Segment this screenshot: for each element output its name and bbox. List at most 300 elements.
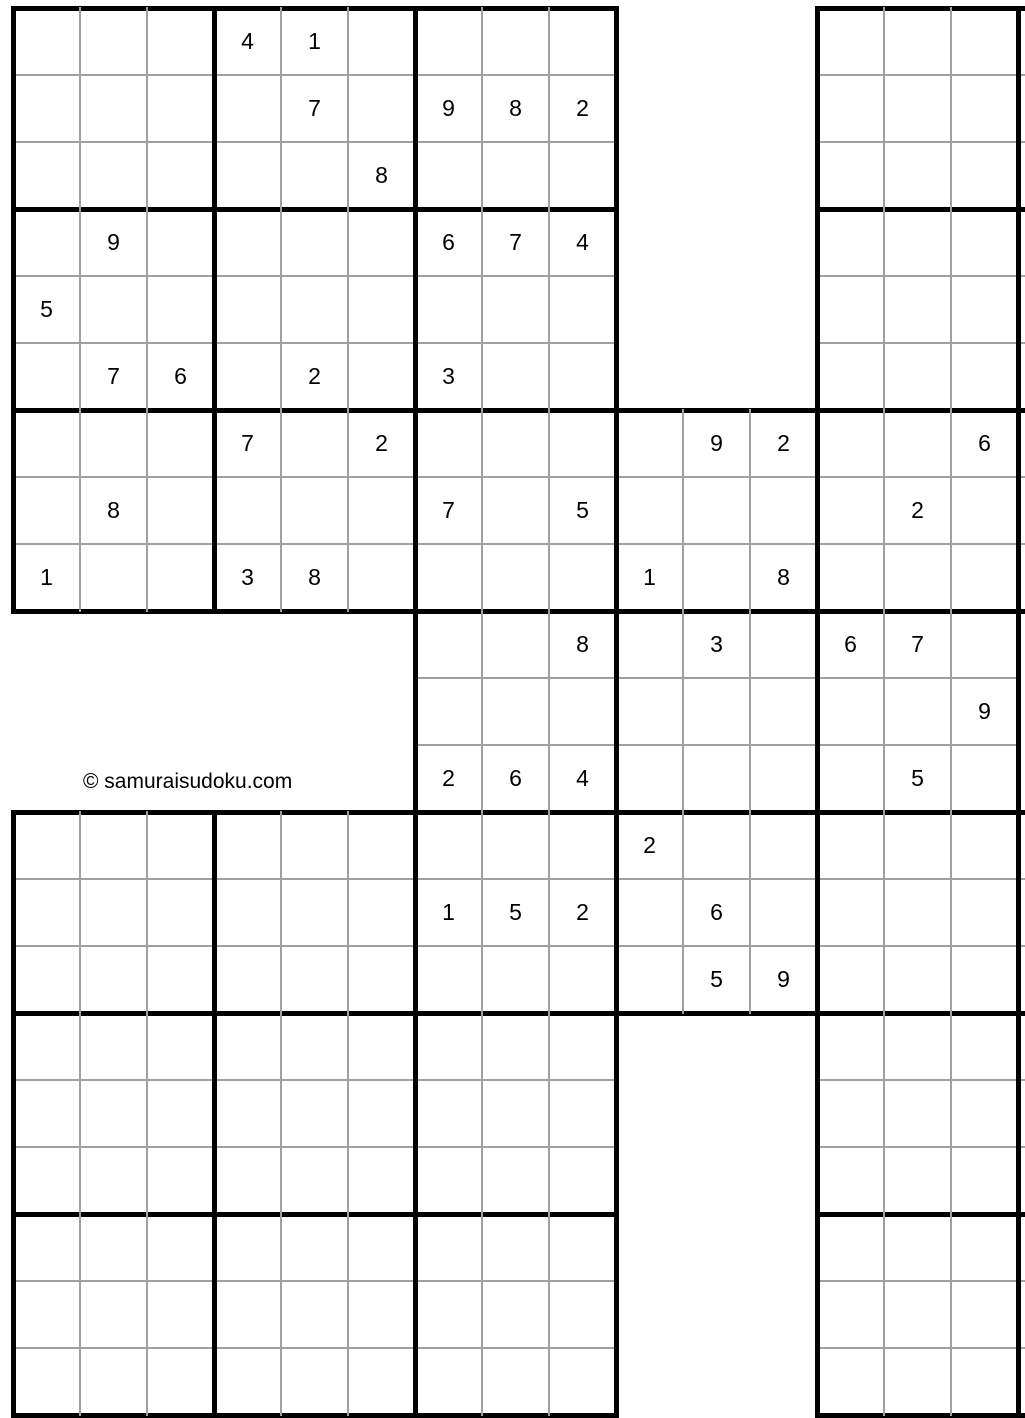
sudoku-cell-r5-c7[interactable] (482, 343, 549, 410)
sudoku-cell-r7-c10[interactable] (683, 477, 750, 544)
sudoku-cell-r20-c6[interactable] (415, 1348, 482, 1415)
sudoku-cell-r7-c11[interactable] (750, 477, 817, 544)
sudoku-cell-r14-c5[interactable] (348, 946, 415, 1013)
sudoku-cell-r8-c14[interactable] (951, 544, 1018, 611)
sudoku-cell-r0-c8[interactable] (549, 8, 616, 75)
sudoku-cell-r1-c4[interactable] (281, 75, 348, 142)
sudoku-cell-r15-c2[interactable] (147, 1013, 214, 1080)
sudoku-cell-r9-c9[interactable] (616, 611, 683, 678)
sudoku-cell-r8-c7[interactable] (482, 544, 549, 611)
sudoku-cell-r20-c8[interactable] (549, 1348, 616, 1415)
sudoku-cell-r16-c5[interactable] (348, 1080, 415, 1147)
sudoku-cell-r9-c11[interactable] (750, 611, 817, 678)
sudoku-cell-r7-c0[interactable] (13, 477, 80, 544)
sudoku-cell-r17-c4[interactable] (281, 1147, 348, 1214)
sudoku-cell-r17-c12[interactable] (817, 1147, 884, 1214)
sudoku-cell-r14-c12[interactable] (817, 946, 884, 1013)
sudoku-cell-r7-c5[interactable] (348, 477, 415, 544)
cell-value: 8 (509, 97, 522, 120)
sudoku-cell-r7-c14[interactable] (951, 477, 1018, 544)
sudoku-cell-r13-c5[interactable] (348, 879, 415, 946)
sudoku-cell-r20-c13[interactable] (884, 1348, 951, 1415)
sudoku-cell-r6-c10[interactable] (683, 410, 750, 477)
sudoku-cell-r9-c10[interactable] (683, 611, 750, 678)
sudoku-cell-r16-c13[interactable] (884, 1080, 951, 1147)
cell-value: 6 (710, 901, 723, 924)
sudoku-cell-r3-c2[interactable] (147, 209, 214, 276)
sudoku-cell-r10-c8[interactable] (549, 678, 616, 745)
sudoku-cell-r18-c6[interactable] (415, 1214, 482, 1281)
sudoku-cell-r1-c12[interactable] (817, 75, 884, 142)
sudoku-cell-r8-c6[interactable] (415, 544, 482, 611)
sudoku-cell-r2-c5[interactable] (348, 142, 415, 209)
sudoku-cell-r19-c14[interactable] (951, 1281, 1018, 1348)
sudoku-cell-r14-c1[interactable] (80, 946, 147, 1013)
sudoku-cell-r3-c0[interactable] (13, 209, 80, 276)
sudoku-cell-r15-c13[interactable] (884, 1013, 951, 1080)
sudoku-cell-r11-c10[interactable] (683, 745, 750, 812)
sudoku-cell-r16-c6[interactable] (415, 1080, 482, 1147)
sudoku-cell-r6-c9[interactable] (616, 410, 683, 477)
sudoku-cell-r15-c6[interactable] (415, 1013, 482, 1080)
sudoku-cell-r13-c1[interactable] (80, 879, 147, 946)
sudoku-cell-r4-c14[interactable] (951, 276, 1018, 343)
sudoku-cell-r12-c0[interactable] (13, 812, 80, 879)
sudoku-cell-r13-c8[interactable] (549, 879, 616, 946)
sudoku-cell-r1-c2[interactable] (147, 75, 214, 142)
sudoku-cell-r8-c12[interactable] (817, 544, 884, 611)
grid-line-thin-vertical (79, 275, 81, 344)
sudoku-cell-r7-c7[interactable] (482, 477, 549, 544)
sudoku-cell-r18-c1[interactable] (80, 1214, 147, 1281)
grid-line-thin-horizontal (347, 945, 416, 947)
sudoku-cell-r15-c0[interactable] (13, 1013, 80, 1080)
sudoku-cell-r20-c7[interactable] (482, 1348, 549, 1415)
grid-line-thin-vertical (682, 945, 684, 1014)
sudoku-cell-r15-c1[interactable] (80, 1013, 147, 1080)
sudoku-cell-r2-c6[interactable] (415, 142, 482, 209)
sudoku-cell-r18-c3[interactable] (214, 1214, 281, 1281)
sudoku-cell-r5-c5[interactable] (348, 343, 415, 410)
sudoku-cell-r14-c7[interactable] (482, 946, 549, 1013)
sudoku-cell-r5-c0[interactable] (13, 343, 80, 410)
sudoku-cell-r2-c12[interactable] (817, 142, 884, 209)
sudoku-cell-r5-c13[interactable] (884, 343, 951, 410)
sudoku-cell-r16-c2[interactable] (147, 1080, 214, 1147)
sudoku-cell-r9-c13[interactable] (884, 611, 951, 678)
grid-line-thin-horizontal (615, 543, 684, 545)
sudoku-cell-r19-c13[interactable] (884, 1281, 951, 1348)
sudoku-cell-r4-c4[interactable] (281, 276, 348, 343)
sudoku-cell-r7-c9[interactable] (616, 477, 683, 544)
grid-line-thin-horizontal (213, 543, 282, 545)
sudoku-cell-r10-c6[interactable] (415, 678, 482, 745)
sudoku-cell-r1-c6[interactable] (415, 75, 482, 142)
grid-line-thin-vertical (481, 342, 483, 411)
sudoku-cell-r10-c9[interactable] (616, 678, 683, 745)
sudoku-cell-r2-c1[interactable] (80, 142, 147, 209)
sudoku-cell-r0-c14[interactable] (951, 8, 1018, 75)
sudoku-cell-r15-c12[interactable] (817, 1013, 884, 1080)
sudoku-cell-r3-c7[interactable] (482, 209, 549, 276)
sudoku-cell-r20-c0[interactable] (13, 1348, 80, 1415)
sudoku-cell-r18-c8[interactable] (549, 1214, 616, 1281)
sudoku-cell-r2-c0[interactable] (13, 142, 80, 209)
sudoku-cell-r12-c4[interactable] (281, 812, 348, 879)
grid-line-thin-horizontal (682, 543, 751, 545)
sudoku-cell-r12-c3[interactable] (214, 812, 281, 879)
sudoku-cell-r5-c6[interactable] (415, 343, 482, 410)
sudoku-cell-r20-c4[interactable] (281, 1348, 348, 1415)
sudoku-cell-r3-c8[interactable] (549, 209, 616, 276)
sudoku-cell-r8-c9[interactable] (616, 544, 683, 611)
sudoku-cell-r6-c6[interactable] (415, 410, 482, 477)
sudoku-cell-r18-c0[interactable] (13, 1214, 80, 1281)
copyright-credit: © samuraisudoku.com (83, 770, 292, 794)
sudoku-cell-r10-c14[interactable] (951, 678, 1018, 745)
sudoku-cell-r20-c14[interactable] (951, 1348, 1018, 1415)
sudoku-cell-r16-c4[interactable] (281, 1080, 348, 1147)
sudoku-cell-r8-c0[interactable] (13, 544, 80, 611)
sudoku-cell-r0-c1[interactable] (80, 8, 147, 75)
sudoku-cell-r13-c2[interactable] (147, 879, 214, 946)
sudoku-cell-r3-c1[interactable] (80, 209, 147, 276)
sudoku-cell-r7-c12[interactable] (817, 477, 884, 544)
grid-line-thick-vertical (815, 542, 820, 614)
sudoku-cell-r13-c11[interactable] (750, 879, 817, 946)
sudoku-cell-r9-c12[interactable] (817, 611, 884, 678)
sudoku-cell-r1-c1[interactable] (80, 75, 147, 142)
sudoku-cell-r1-c0[interactable] (13, 75, 80, 142)
sudoku-cell-r13-c12[interactable] (817, 879, 884, 946)
sudoku-cell-r8-c4[interactable] (281, 544, 348, 611)
sudoku-cell-r12-c5[interactable] (348, 812, 415, 879)
sudoku-cell-r8-c8[interactable] (549, 544, 616, 611)
sudoku-cell-r4-c2[interactable] (147, 276, 214, 343)
cell-value: 9 (442, 97, 455, 120)
grid-line-thick-horizontal (547, 408, 619, 413)
sudoku-cell-r18-c7[interactable] (482, 1214, 549, 1281)
sudoku-cell-r4-c12[interactable] (817, 276, 884, 343)
sudoku-cell-r12-c1[interactable] (80, 812, 147, 879)
sudoku-cell-r5-c12[interactable] (817, 343, 884, 410)
sudoku-cell-r2-c3[interactable] (214, 142, 281, 209)
sudoku-cell-r15-c4[interactable] (281, 1013, 348, 1080)
sudoku-cell-r0-c0[interactable] (13, 8, 80, 75)
sudoku-cell-r17-c6[interactable] (415, 1147, 482, 1214)
sudoku-cell-r8-c2[interactable] (147, 544, 214, 611)
grid-line-thick-horizontal (614, 810, 686, 815)
grid-line-thick-horizontal (882, 6, 954, 11)
sudoku-cell-r17-c1[interactable] (80, 1147, 147, 1214)
sudoku-cell-r6-c11[interactable] (750, 410, 817, 477)
sudoku-cell-r7-c1[interactable] (80, 477, 147, 544)
sudoku-cell-r17-c8[interactable] (549, 1147, 616, 1214)
sudoku-cell-r4-c8[interactable] (549, 276, 616, 343)
sudoku-cell-r18-c5[interactable] (348, 1214, 415, 1281)
sudoku-cell-r10-c10[interactable] (683, 678, 750, 745)
sudoku-cell-r9-c8[interactable] (549, 611, 616, 678)
sudoku-cell-r17-c13[interactable] (884, 1147, 951, 1214)
sudoku-cell-r19-c0[interactable] (13, 1281, 80, 1348)
grid-line-thin-vertical (280, 208, 282, 277)
sudoku-cell-r5-c2[interactable] (147, 343, 214, 410)
sudoku-cell-r11-c6[interactable] (415, 745, 482, 812)
grid-line-thin-vertical (883, 275, 885, 344)
sudoku-cell-r12-c11[interactable] (750, 812, 817, 879)
grid-line-thick-horizontal (949, 1212, 1021, 1217)
sudoku-cell-r12-c7[interactable] (482, 812, 549, 879)
sudoku-cell-r18-c13[interactable] (884, 1214, 951, 1281)
sudoku-cell-r18-c14[interactable] (951, 1214, 1018, 1281)
grid-line-thin-vertical (883, 543, 885, 612)
sudoku-cell-r17-c14[interactable] (951, 1147, 1018, 1214)
sudoku-cell-r5-c3[interactable] (214, 343, 281, 410)
sudoku-cell-r2-c14[interactable] (951, 142, 1018, 209)
sudoku-cell-r17-c3[interactable] (214, 1147, 281, 1214)
sudoku-cell-r5-c1[interactable] (80, 343, 147, 410)
sudoku-cell-r4-c5[interactable] (348, 276, 415, 343)
sudoku-cell-r12-c10[interactable] (683, 812, 750, 879)
sudoku-cell-r1-c8[interactable] (549, 75, 616, 142)
grid-line-thin-vertical (146, 141, 148, 210)
sudoku-cell-r0-c7[interactable] (482, 8, 549, 75)
sudoku-cell-r13-c0[interactable] (13, 879, 80, 946)
sudoku-cell-r7-c6[interactable] (415, 477, 482, 544)
sudoku-cell-r17-c2[interactable] (147, 1147, 214, 1214)
sudoku-cell-r2-c4[interactable] (281, 142, 348, 209)
sudoku-cell-r7-c4[interactable] (281, 477, 348, 544)
sudoku-cell-r20-c12[interactable] (817, 1348, 884, 1415)
sudoku-cell-r4-c7[interactable] (482, 276, 549, 343)
grid-line-thick-horizontal (413, 1011, 485, 1016)
sudoku-cell-r15-c14[interactable] (951, 1013, 1018, 1080)
sudoku-cell-r6-c12[interactable] (817, 410, 884, 477)
sudoku-cell-r14-c14[interactable] (951, 946, 1018, 1013)
sudoku-cell-r14-c3[interactable] (214, 946, 281, 1013)
sudoku-cell-r13-c10[interactable] (683, 879, 750, 946)
sudoku-cell-r12-c2[interactable] (147, 812, 214, 879)
sudoku-cell-r14-c8[interactable] (549, 946, 616, 1013)
grid-line-thin-vertical (481, 1347, 483, 1416)
sudoku-cell-r6-c3[interactable] (214, 410, 281, 477)
sudoku-cell-r19-c7[interactable] (482, 1281, 549, 1348)
sudoku-cell-r19-c1[interactable] (80, 1281, 147, 1348)
sudoku-cell-r18-c4[interactable] (281, 1214, 348, 1281)
sudoku-cell-r11-c9[interactable] (616, 745, 683, 812)
sudoku-cell-r3-c3[interactable] (214, 209, 281, 276)
sudoku-cell-r0-c5[interactable] (348, 8, 415, 75)
sudoku-cell-r6-c13[interactable] (884, 410, 951, 477)
sudoku-cell-r10-c7[interactable] (482, 678, 549, 745)
sudoku-cell-r8-c1[interactable] (80, 544, 147, 611)
sudoku-cell-r9-c6[interactable] (415, 611, 482, 678)
sudoku-cell-r19-c4[interactable] (281, 1281, 348, 1348)
sudoku-cell-r0-c4[interactable] (281, 8, 348, 75)
grid-line-thin-horizontal (883, 945, 952, 947)
sudoku-cell-r14-c0[interactable] (13, 946, 80, 1013)
sudoku-cell-r19-c8[interactable] (549, 1281, 616, 1348)
sudoku-cell-r11-c13[interactable] (884, 745, 951, 812)
sudoku-cell-r5-c14[interactable] (951, 343, 1018, 410)
sudoku-cell-r6-c2[interactable] (147, 410, 214, 477)
grid-line-thin-vertical (548, 208, 550, 277)
cell-value: 4 (576, 231, 589, 254)
sudoku-cell-r19-c6[interactable] (415, 1281, 482, 1348)
sudoku-cell-r20-c1[interactable] (80, 1348, 147, 1415)
sudoku-cell-r18-c2[interactable] (147, 1214, 214, 1281)
sudoku-cell-r15-c3[interactable] (214, 1013, 281, 1080)
sudoku-cell-r2-c13[interactable] (884, 142, 951, 209)
sudoku-cell-r4-c0[interactable] (13, 276, 80, 343)
sudoku-cell-r1-c3[interactable] (214, 75, 281, 142)
sudoku-cell-r5-c4[interactable] (281, 343, 348, 410)
sudoku-cell-r16-c0[interactable] (13, 1080, 80, 1147)
grid-line-thick-vertical (11, 207, 16, 279)
sudoku-cell-r13-c7[interactable] (482, 879, 549, 946)
sudoku-cell-r2-c7[interactable] (482, 142, 549, 209)
grid-line-thin-vertical (682, 744, 684, 813)
sudoku-cell-r1-c7[interactable] (482, 75, 549, 142)
sudoku-cell-r20-c2[interactable] (147, 1348, 214, 1415)
sudoku-cell-r1-c5[interactable] (348, 75, 415, 142)
sudoku-cell-r6-c7[interactable] (482, 410, 549, 477)
grid-line-thin-vertical (950, 409, 952, 478)
sudoku-cell-r4-c6[interactable] (415, 276, 482, 343)
sudoku-cell-r14-c9[interactable] (616, 946, 683, 1013)
sudoku-cell-r5-c8[interactable] (549, 343, 616, 410)
sudoku-cell-r14-c4[interactable] (281, 946, 348, 1013)
sudoku-cell-r7-c3[interactable] (214, 477, 281, 544)
sudoku-cell-r3-c4[interactable] (281, 209, 348, 276)
sudoku-cell-r17-c5[interactable] (348, 1147, 415, 1214)
sudoku-cell-r10-c12[interactable] (817, 678, 884, 745)
sudoku-cell-r3-c14[interactable] (951, 209, 1018, 276)
sudoku-cell-r1-c13[interactable] (884, 75, 951, 142)
sudoku-cell-r3-c5[interactable] (348, 209, 415, 276)
sudoku-cell-r8-c13[interactable] (884, 544, 951, 611)
sudoku-cell-r15-c7[interactable] (482, 1013, 549, 1080)
sudoku-cell-r13-c3[interactable] (214, 879, 281, 946)
sudoku-cell-r8-c5[interactable] (348, 544, 415, 611)
grid-line-thin-horizontal (615, 878, 684, 880)
sudoku-cell-r14-c13[interactable] (884, 946, 951, 1013)
sudoku-cell-r19-c2[interactable] (147, 1281, 214, 1348)
sudoku-cell-r0-c13[interactable] (884, 8, 951, 75)
sudoku-cell-r16-c7[interactable] (482, 1080, 549, 1147)
sudoku-cell-r13-c4[interactable] (281, 879, 348, 946)
sudoku-cell-r9-c14[interactable] (951, 611, 1018, 678)
sudoku-cell-r12-c6[interactable] (415, 812, 482, 879)
sudoku-cell-r13-c9[interactable] (616, 879, 683, 946)
sudoku-cell-r13-c14[interactable] (951, 879, 1018, 946)
sudoku-cell-r3-c6[interactable] (415, 209, 482, 276)
sudoku-cell-r0-c3[interactable] (214, 8, 281, 75)
sudoku-cell-r6-c1[interactable] (80, 410, 147, 477)
sudoku-cell-r4-c13[interactable] (884, 276, 951, 343)
sudoku-cell-r2-c2[interactable] (147, 142, 214, 209)
sudoku-cell-r17-c0[interactable] (13, 1147, 80, 1214)
grid-line-thick-horizontal (145, 609, 217, 614)
sudoku-cell-r6-c8[interactable] (549, 410, 616, 477)
grid-line-thin-vertical (749, 878, 751, 947)
sudoku-cell-r3-c13[interactable] (884, 209, 951, 276)
sudoku-cell-r14-c11[interactable] (750, 946, 817, 1013)
sudoku-cell-r11-c12[interactable] (817, 745, 884, 812)
grid-line-thin-horizontal (12, 1079, 81, 1081)
sudoku-cell-r6-c4[interactable] (281, 410, 348, 477)
sudoku-cell-r11-c14[interactable] (951, 745, 1018, 812)
sudoku-cell-r14-c6[interactable] (415, 946, 482, 1013)
sudoku-cell-r20-c5[interactable] (348, 1348, 415, 1415)
sudoku-cell-r11-c7[interactable] (482, 745, 549, 812)
sudoku-cell-r9-c7[interactable] (482, 611, 549, 678)
sudoku-cell-r10-c11[interactable] (750, 678, 817, 745)
sudoku-cell-r12-c8[interactable] (549, 812, 616, 879)
sudoku-cell-r16-c1[interactable] (80, 1080, 147, 1147)
sudoku-cell-r3-c12[interactable] (817, 209, 884, 276)
sudoku-cell-r15-c8[interactable] (549, 1013, 616, 1080)
sudoku-cell-r6-c0[interactable] (13, 410, 80, 477)
grid-line-thin-horizontal (883, 342, 952, 344)
sudoku-cell-r19-c3[interactable] (214, 1281, 281, 1348)
sudoku-cell-r12-c9[interactable] (616, 812, 683, 879)
sudoku-cell-r13-c13[interactable] (884, 879, 951, 946)
sudoku-cell-r8-c11[interactable] (750, 544, 817, 611)
cell-value: 8 (375, 164, 388, 187)
sudoku-cell-r4-c1[interactable] (80, 276, 147, 343)
sudoku-cell-r14-c2[interactable] (147, 946, 214, 1013)
sudoku-cell-r10-c13[interactable] (884, 678, 951, 745)
sudoku-cell-r7-c13[interactable] (884, 477, 951, 544)
sudoku-cell-r12-c14[interactable] (951, 812, 1018, 879)
grid-line-thick-vertical (1016, 1078, 1021, 1150)
grid-line-thick-horizontal (413, 408, 485, 413)
sudoku-cell-r1-c14[interactable] (951, 75, 1018, 142)
sudoku-cell-r19-c12[interactable] (817, 1281, 884, 1348)
sudoku-cell-r0-c2[interactable] (147, 8, 214, 75)
sudoku-cell-r8-c10[interactable] (683, 544, 750, 611)
sudoku-cell-r4-c3[interactable] (214, 276, 281, 343)
sudoku-cell-r20-c3[interactable] (214, 1348, 281, 1415)
grid-line-thick-horizontal (882, 1413, 954, 1418)
sudoku-cell-r7-c8[interactable] (549, 477, 616, 544)
sudoku-cell-r7-c2[interactable] (147, 477, 214, 544)
sudoku-cell-r12-c12[interactable] (817, 812, 884, 879)
sudoku-cell-r16-c3[interactable] (214, 1080, 281, 1147)
sudoku-cell-r0-c12[interactable] (817, 8, 884, 75)
sudoku-cell-r14-c10[interactable] (683, 946, 750, 1013)
sudoku-cell-r8-c3[interactable] (214, 544, 281, 611)
sudoku-cell-r0-c6[interactable] (415, 8, 482, 75)
sudoku-cell-r11-c11[interactable] (750, 745, 817, 812)
sudoku-cell-r19-c5[interactable] (348, 1281, 415, 1348)
sudoku-cell-r13-c6[interactable] (415, 879, 482, 946)
sudoku-cell-r15-c5[interactable] (348, 1013, 415, 1080)
grid-line-thin-horizontal (12, 945, 81, 947)
sudoku-cell-r11-c8[interactable] (549, 745, 616, 812)
sudoku-cell-r16-c14[interactable] (951, 1080, 1018, 1147)
sudoku-cell-r17-c7[interactable] (482, 1147, 549, 1214)
sudoku-cell-r18-c12[interactable] (817, 1214, 884, 1281)
sudoku-cell-r12-c13[interactable] (884, 812, 951, 879)
sudoku-cell-r16-c12[interactable] (817, 1080, 884, 1147)
sudoku-cell-r2-c8[interactable] (549, 142, 616, 209)
sudoku-cell-r6-c5[interactable] (348, 410, 415, 477)
sudoku-cell-r16-c8[interactable] (549, 1080, 616, 1147)
sudoku-cell-r6-c14[interactable] (951, 410, 1018, 477)
grid-line-thick-vertical (1016, 475, 1021, 547)
